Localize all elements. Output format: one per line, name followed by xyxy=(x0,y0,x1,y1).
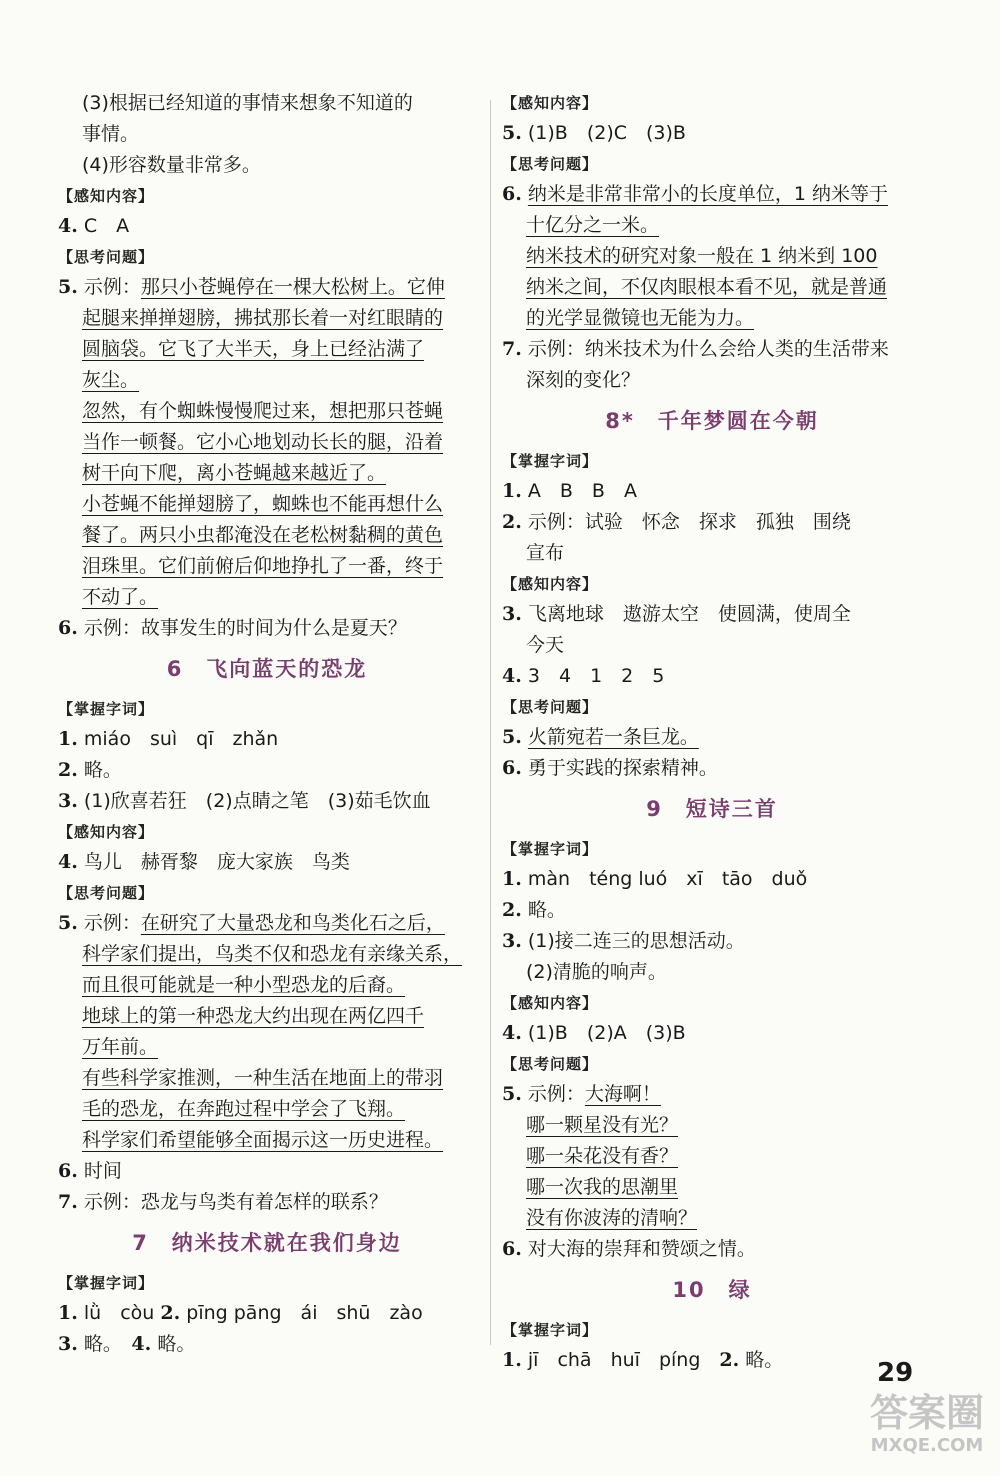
answer-line: 餐了。两只小虫都淹没在老松树黏稠的黄色 xyxy=(82,524,444,546)
answer-line: 纳米之间，不仅肉眼根本看不见，就是普通 xyxy=(526,276,888,298)
answer-1: 1. màn téng luó xī tāo duǒ xyxy=(502,868,808,890)
answer-line: 有些科学家推测，一种生活在地面上的带羽 xyxy=(82,1067,444,1089)
answer-line: 当作一顿餐。它小心地划动长长的腿，沿着 xyxy=(82,431,444,453)
answer-1-2: 1. jī chā huī píng 2. 略。 xyxy=(502,1349,784,1371)
answer-line: (3)根据已经知道的事情来想象不知道的 xyxy=(82,92,413,114)
answer-3: 3. (1)接二连三的思想活动。 xyxy=(502,930,745,952)
answer-3: 3. (1)欣喜若狂 (2)点睛之笔 (3)茹毛饮血 xyxy=(58,790,431,812)
answer-2: 2. 示例：试验 怀念 探求 孤独 围绕 xyxy=(502,511,851,533)
answer-line: (2)清脆的响声。 xyxy=(526,961,667,983)
answer-5: 5. 示例：在研究了大量恐龙和鸟类化石之后， xyxy=(58,912,445,934)
answer-line: 哪一次我的思潮里 xyxy=(526,1176,679,1198)
answer-line: 事情。 xyxy=(82,123,140,145)
answer-7: 7. 示例：纳米技术为什么会给人类的生活带来 xyxy=(502,338,889,360)
section-tag: 【感知内容】 xyxy=(502,575,599,593)
section-tag: 【思考问题】 xyxy=(58,248,155,266)
answer-line: 宣布 xyxy=(526,542,565,564)
answer-5: 5. (1)B (2)C (3)B xyxy=(502,122,686,144)
answer-5: 5. 火箭宛若一条巨龙。 xyxy=(502,726,699,748)
answer-line: 没有你波涛的清响？ xyxy=(526,1207,698,1229)
section-title: 6 飞向蓝天的恐龙 xyxy=(166,657,368,681)
section-tag: 【思考问题】 xyxy=(502,155,599,173)
answer-line: 圆脑袋。它飞了大半天，身上已经沾满了 xyxy=(82,338,425,360)
section-tag: 【思考问题】 xyxy=(58,884,155,902)
column-divider xyxy=(490,100,491,1345)
answer-line: 小苍蝇不能掸翅膀了，蜘蛛也不能再想什么 xyxy=(82,493,444,515)
watermark-text: 答案圈 xyxy=(869,1391,984,1435)
answer-line: 树干向下爬，离小苍蝇越来越近了。 xyxy=(82,462,387,484)
answer-5: 5. 示例：大海啊！ xyxy=(502,1083,661,1105)
answer-line: 科学家们提出，鸟类不仅和恐龙有亲缘关系， xyxy=(82,943,463,965)
answer-line: 十亿分之一米。 xyxy=(526,214,660,236)
section-tag: 【思考问题】 xyxy=(502,698,599,716)
section-title: 8* 千年梦圆在今朝 xyxy=(605,409,819,433)
answer-6: 6. 示例：故事发生的时间为什么是夏天？ xyxy=(58,617,407,639)
answer-7: 7. 示例：恐龙与鸟类有着怎样的联系？ xyxy=(58,1191,388,1213)
answer-4: 4. (1)B (2)A (3)B xyxy=(502,1022,686,1044)
watermark-url: MXQE.COM xyxy=(870,1435,984,1456)
section-tag: 【感知内容】 xyxy=(58,187,155,205)
answer-line: 哪一颗星没有光？ xyxy=(526,1114,679,1136)
answer-3: 3. 飞离地球 遨游太空 使圆满，使周全 xyxy=(502,603,851,625)
answer-line: 的光学显微镜也无能为力。 xyxy=(526,307,755,329)
answer-line: 万年前。 xyxy=(82,1036,159,1058)
answer-line: 起腿来掸掸翅膀，拂拭那长着一对红眼睛的 xyxy=(82,307,444,329)
answer-line: 哪一朵花没有香？ xyxy=(526,1145,679,1167)
section-tag: 【掌握字词】 xyxy=(502,840,599,858)
answer-4: 4. C A xyxy=(58,215,130,237)
section-tag: 【感知内容】 xyxy=(58,823,155,841)
right-column xyxy=(502,88,922,1376)
answer-6: 6. 对大海的崇拜和赞颂之情。 xyxy=(502,1238,756,1260)
watermark-logo xyxy=(868,1392,986,1464)
section-tag: 【掌握字词】 xyxy=(502,1321,599,1339)
answer-3-4: 3. 略。 4. 略。 xyxy=(58,1333,196,1355)
answer-1-2: 1. lǜ còu 2. pīng pāng ái shū zào xyxy=(58,1302,423,1324)
section-title: 9 短诗三首 xyxy=(646,797,778,821)
answer-1: 1. A B B A xyxy=(502,480,637,502)
answer-6: 6. 勇于实践的探索精神。 xyxy=(502,757,718,779)
answer-4: 4. 3 4 1 2 5 xyxy=(502,665,665,687)
section-tag: 【掌握字词】 xyxy=(502,452,599,470)
section-tag: 【感知内容】 xyxy=(502,994,599,1012)
answer-line: 科学家们希望能够全面揭示这一历史进程。 xyxy=(82,1129,444,1151)
answer-line: 地球上的第一种恐龙大约出现在两亿四千 xyxy=(82,1005,425,1027)
section-title: 7 纳米技术就在我们身边 xyxy=(132,1231,402,1255)
answer-1: 1. miáo suì qī zhǎn xyxy=(58,728,279,750)
section-tag: 【感知内容】 xyxy=(502,94,599,112)
answer-line: 不动了。 xyxy=(82,586,159,608)
section-tag: 【思考问题】 xyxy=(502,1055,599,1073)
answer-line: 深刻的变化？ xyxy=(526,369,641,391)
answer-line: 忽然，有个蜘蛛慢慢爬过来，想把那只苍蝇 xyxy=(82,400,444,422)
answer-line: 灰尘。 xyxy=(82,369,140,391)
answer-line: 毛的恐龙，在奔跑过程中学会了飞翔。 xyxy=(82,1098,406,1120)
answer-2: 2. 略。 xyxy=(502,899,566,921)
answer-6: 6. 纳米是非常非常小的长度单位，1 纳米等于 xyxy=(502,183,889,205)
answer-2: 2. 略。 xyxy=(58,759,122,781)
answer-line: 纳米技术的研究对象一般在 1 纳米到 100 xyxy=(526,245,878,267)
answer-line: 泪珠里。它们前俯后仰地挣扎了一番，终于 xyxy=(82,555,444,577)
section-tag: 【掌握字词】 xyxy=(58,1274,155,1292)
answer-6: 6. 时间 xyxy=(58,1160,122,1182)
page-number: 29 xyxy=(877,1358,914,1388)
answer-5: 5. 示例：那只小苍蝇停在一棵大松树上。它伸 xyxy=(58,276,445,298)
section-title: 10 绿 xyxy=(672,1278,752,1302)
left-column xyxy=(58,88,476,1360)
answer-line: 而且很可能就是一种小型恐龙的后裔。 xyxy=(82,974,406,996)
answer-line: (4)形容数量非常多。 xyxy=(82,154,261,176)
answer-line: 今天 xyxy=(526,634,565,656)
answer-4: 4. 鸟儿 赫胥黎 庞大家族 鸟类 xyxy=(58,851,350,873)
section-tag: 【掌握字词】 xyxy=(58,700,155,718)
